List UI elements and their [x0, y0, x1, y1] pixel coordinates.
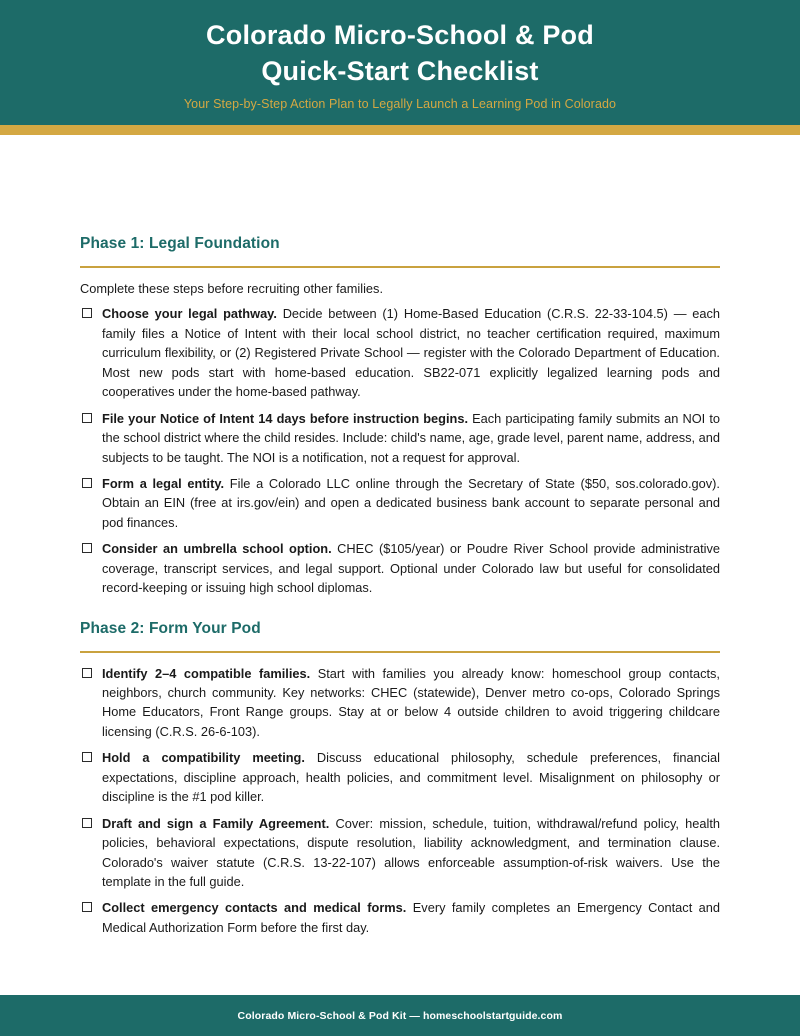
- checklist-item[interactable]: [80, 304, 720, 401]
- checklist-item-body: Every family completes an Emergency Contact and Medical Authorization Form before the first day.: [102, 900, 720, 935]
- page-title-line-1: Colorado Micro-School & Pod: [206, 20, 594, 50]
- checklist-item-lead: Choose your legal pathway.: [102, 306, 277, 322]
- checklist-item-body: File a Colorado LLC online through the Secretary of State ($50, sos.colorado.gov). Obtain an EIN (free at irs.gov/ein) and open a dedicated business bank account to separate personal and pod finances.: [102, 475, 720, 530]
- checklist-item-text: [102, 304, 720, 401]
- checklist-item[interactable]: [80, 539, 720, 597]
- checklist-item-lead: Form a legal entity.: [102, 475, 225, 491]
- checklist-phase-2: [80, 664, 720, 938]
- checkbox-icon[interactable]: [82, 752, 92, 762]
- checkbox-icon[interactable]: [82, 413, 92, 423]
- checklist-item[interactable]: [80, 814, 720, 892]
- checklist-item-text: [102, 409, 720, 467]
- checklist-item-lead: Identify 2–4 compatible families.: [102, 665, 311, 681]
- phase-section-1: [80, 235, 720, 597]
- document-header: [0, 0, 800, 125]
- phase-intro-1: Complete these steps before recruiting other families.: [80, 281, 384, 297]
- checklist-item[interactable]: [80, 409, 720, 467]
- checklist-item-body: Each participating family submits an NOI to the school district where the child resides. Include: child's name, age, grade level, parent name, address, and subjects to be taught. The NOI is a notification, not a request for approval.: [102, 410, 720, 465]
- checkbox-icon[interactable]: [82, 308, 92, 318]
- checkbox-icon[interactable]: [82, 818, 92, 828]
- checklist-item-lead: Collect emergency contacts and medical forms.: [102, 900, 407, 916]
- checklist-item-body: Cover: mission, schedule, tuition, withdrawal/refund policy, health policies, behavioral expectations, dispute resolution, liability acknowledgment, and termination clause. Colorado's waiver statute (C.R.S. 13-22-107) allows enforceable assumption-of-risk waivers. Use the template in the full guide.: [102, 815, 721, 889]
- document-footer: [0, 995, 800, 1036]
- checklist-item-body: Decide between (1) Home-Based Education (C.R.S. 22-33-104.5) — each family files a Notice of Intent with their local school district, no teacher certification required, maximum curriculum flexibility, or (2) Registered Private School — register with the Colorado Department of Education. Most new pods start with home-based education. SB22-071 explicitly legalized learning pods and cooperatives under the home-based pathway.: [102, 306, 721, 400]
- checklist-item-text: [102, 898, 720, 937]
- checklist-item[interactable]: [80, 474, 720, 532]
- checkbox-icon[interactable]: [82, 543, 92, 553]
- checkbox-icon[interactable]: [82, 478, 92, 488]
- checklist-phase-1: [80, 304, 720, 597]
- checklist-item-body: CHEC ($105/year) or Poudre River School provide administrative coverage, transcript services, and legal support. Optional under Colorado law but useful for consolidated record-keeping or issuing high school diplomas.: [102, 541, 720, 596]
- checklist-item-text: [102, 539, 720, 597]
- checklist-item-body: Discuss educational philosophy, schedule preferences, financial expectations, discipline approach, health policies, and commitment level. Misalignment on philosophy or discipline is the #1 pod killer.: [102, 750, 720, 805]
- checkbox-icon[interactable]: [82, 902, 92, 912]
- document-body: [0, 135, 800, 937]
- phase-section-2: [80, 620, 720, 938]
- phase-heading-1: Phase 1: Legal Foundation: [80, 235, 280, 253]
- checklist-item-lead: Consider an umbrella school option.: [102, 541, 332, 557]
- checkbox-icon[interactable]: [82, 668, 92, 678]
- checklist-item[interactable]: [80, 664, 720, 742]
- phase-divider-1: [80, 266, 720, 268]
- phase-heading-2: Phase 2: Form Your Pod: [80, 619, 261, 637]
- checklist-item-text: [102, 814, 720, 892]
- checklist-item[interactable]: [80, 748, 720, 806]
- page-title: [40, 18, 760, 89]
- page-title-line-2: Quick-Start Checklist: [261, 55, 539, 86]
- checklist-item-lead: Hold a compatibility meeting.: [102, 750, 305, 766]
- checklist-item-lead: Draft and sign a Family Agreement.: [102, 815, 330, 831]
- checklist-item-body: Start with families you already know: homeschool group contacts, neighbors, church community. Key networks: CHEC (statewide), Denver metro co-ops, Colorado Springs Home Educators, Front Range groups. Stay at or below 4 outside children to avoid triggering childcare licensing (C.R.S. 26-6-103).: [102, 665, 720, 739]
- phase-divider-2: [80, 651, 720, 653]
- footer-text: Colorado Micro-School & Pod Kit — homeschoolstartguide.com: [237, 1009, 563, 1022]
- header-accent-bar: [0, 125, 800, 135]
- checklist-item-text: [102, 664, 720, 742]
- checklist-item-lead: File your Notice of Intent 14 days before instruction begins.: [102, 410, 469, 426]
- page-subtitle: Your Step-by-Step Action Plan to Legally Launch a Learning Pod in Colorado: [183, 97, 617, 112]
- checklist-item-text: [102, 748, 720, 806]
- checklist-item-text: [102, 474, 720, 532]
- checklist-item[interactable]: [80, 898, 720, 937]
